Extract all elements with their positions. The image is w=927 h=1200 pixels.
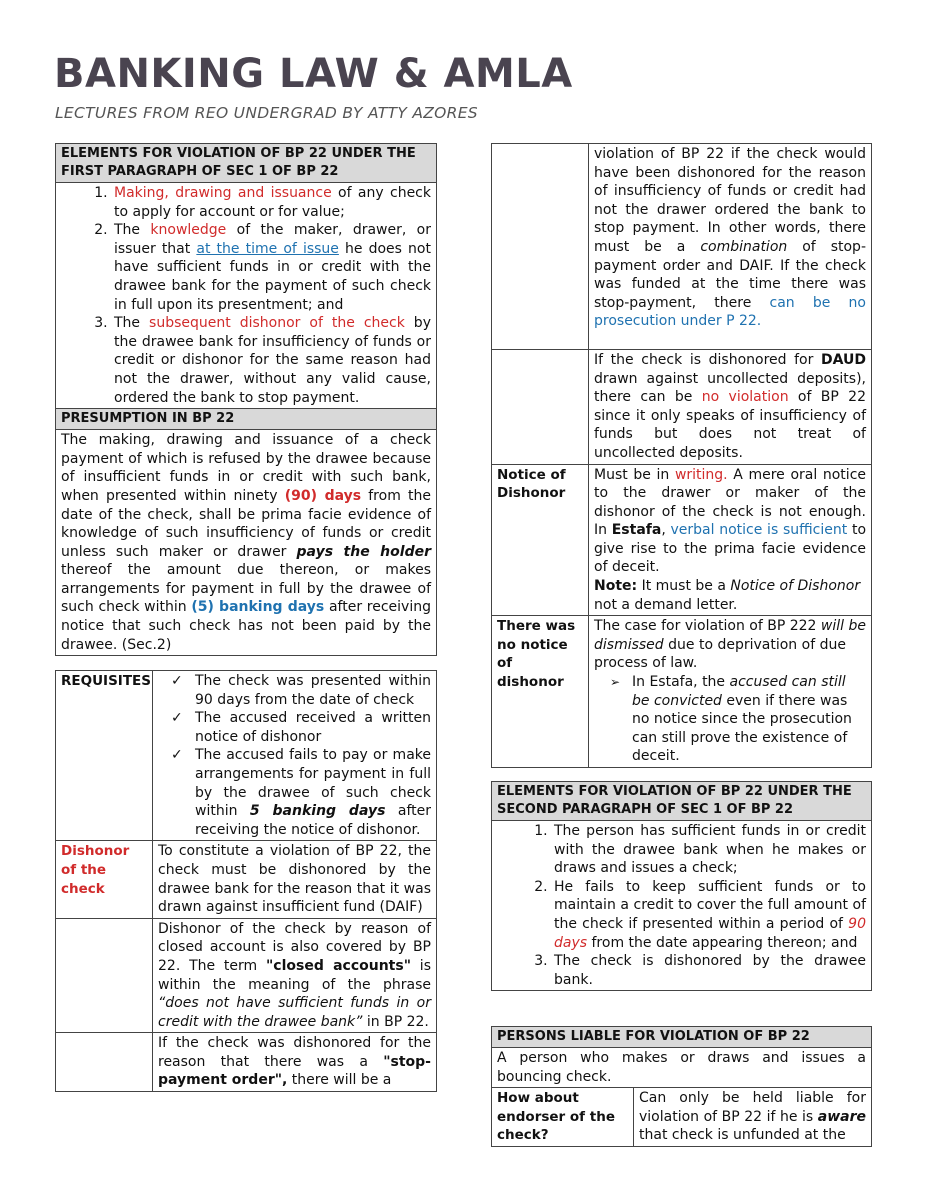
text-span: The <box>114 222 151 239</box>
text-span: he does not have sufficient funds in or credit with the drawee bank for the payment of such check in full upon its presentment; and <box>114 240 431 313</box>
dishonor-label: Dishonor of the check <box>56 841 153 918</box>
text-span: violation of BP 22 if the check would have been dishonored for the reason of insufficiency of funds or credit had not the drawer ordered the bank to stop payment. In other words, there must be a <box>594 146 866 255</box>
text-span: Can only be held liable for violation of BP 22 if he is <box>639 1090 866 1125</box>
text-span: of any check to apply for account or for value; <box>114 185 431 220</box>
endorser-text <box>634 1088 872 1147</box>
text-span: there will be a <box>287 1072 392 1089</box>
notice-paragraph <box>594 466 866 578</box>
text-span: by the drawee bank for insufficiency of funds or credit or dishonor for the same reason had not the drawer, without any valid cause, ordered the bank to stop payment. <box>114 315 431 406</box>
text-span: Dishonor of the check by reason of closed account is also covered by BP 22. The term <box>158 920 431 974</box>
no-notice-label: There was no notice of dishonor <box>492 616 589 768</box>
elements-second-table <box>491 781 872 991</box>
text-span: He fails to keep sufficient funds or to maintain a credit to cover the full amount of the check if presented within a period of <box>554 878 866 932</box>
text-span: will be dismissed <box>594 618 866 653</box>
list-item: ✓ The check was presented within 90 days from the date of check <box>195 672 431 709</box>
text-span: aware <box>817 1108 866 1125</box>
text-span: 90 days <box>554 915 866 951</box>
text-span: is within the meaning of the phrase <box>158 957 431 993</box>
dishonor-text: To constitute a violation of BP 22, the check must be dishonored by the drawee bank for the reason that it was drawn against insufficient fund (DAIF) <box>153 841 437 918</box>
presumption-heading: PRESUMPTION IN BP 22 <box>56 409 437 430</box>
text-span: subsequent dishonor of the check <box>149 315 405 332</box>
text-span: “does not have sufficient funds in or credit with the drawee bank” <box>158 995 431 1030</box>
endorser-label: How about endorser of the check? <box>492 1088 634 1147</box>
stop-payment-text <box>153 1033 437 1092</box>
text-span: pays the holder <box>296 543 431 560</box>
list-item: ✓ The accused received a written notice of dishonor <box>195 709 431 746</box>
text-span: in BP 22. <box>362 1013 429 1030</box>
empty-cell <box>56 918 153 1033</box>
notice-text <box>589 464 872 616</box>
note-paragraph <box>594 577 866 614</box>
persons-liable-heading: PERSONS LIABLE FOR VIOLATION OF BP 22 <box>492 1027 872 1048</box>
text-span: Estafa <box>611 522 662 539</box>
text-span: (5) banking days <box>191 599 325 616</box>
text-span: Must be in <box>594 466 675 483</box>
text-span: The case for violation of BP 222 <box>594 618 821 635</box>
text-span: can be no prosecution under P 22. <box>594 294 866 330</box>
list-item <box>552 878 866 952</box>
list-item <box>632 673 866 766</box>
presumption-text <box>56 430 437 656</box>
text-span: accused can still be convicted <box>632 674 846 709</box>
requisites-label: REQUISITES <box>56 671 153 841</box>
text-span: at the time of issue <box>196 240 339 257</box>
text-span: to give rise to the prima facie evidence of deceit. <box>594 522 867 576</box>
elements-first-list <box>56 184 431 407</box>
list-item: 3. The check is dishonored by the drawee bank. <box>552 952 866 989</box>
list-item <box>112 184 431 221</box>
page-subtitle: LECTURES FROM REO UNDERGRAD BY ATTY AZORES <box>55 104 478 122</box>
text-span: drawn against uncollected deposits), there can be <box>594 370 866 406</box>
elements-second-list-cell <box>492 821 872 991</box>
text-span: of stop-payment order and DAIF. If the check was funded at the time there was stop-payment, there <box>594 238 866 311</box>
text-span: DAUD <box>820 351 866 368</box>
elements-second-heading: ELEMENTS FOR VIOLATION OF BP 22 UNDER THE SECOND PARAGRAPH OF SEC 1 OF BP 22 <box>492 782 872 821</box>
empty-cell <box>56 1033 153 1092</box>
text-span: In Estafa, the <box>632 674 730 691</box>
list-item <box>112 221 431 314</box>
text-span: due to deprivation of due process of law. <box>594 636 846 672</box>
continuation-table <box>491 143 872 768</box>
text-span: The making, drawing and issuance of a check payment of which is refused by the drawee because of insufficient funds in or credit with such bank, when presented within ninety <box>61 432 431 504</box>
text-span: Note: <box>594 578 638 595</box>
text-span: from the date appearing thereon; and <box>587 934 858 951</box>
no-notice-paragraph <box>594 617 866 673</box>
text-span: even if there was no notice since the prosecution can still prove the existence of deceit. <box>632 692 852 765</box>
text-span: after receiving the notice of dishonor. <box>195 803 431 838</box>
text-span: knowledge <box>150 222 227 239</box>
text-span: It must be a <box>637 578 731 595</box>
text-span: "closed accounts" <box>265 957 411 974</box>
text-span: The accused fails to pay or make arrangements for payment in full by the drawee of such check within <box>195 747 431 820</box>
requisites-list <box>153 672 431 839</box>
list-item: 1. The person has sufficient funds in or credit with the drawee bank when he makes or draws and issues a check; <box>552 822 866 878</box>
list-item <box>195 746 431 839</box>
text-span: combination <box>700 238 788 255</box>
text-span: not a demand letter. <box>594 596 738 613</box>
text-span: , <box>661 522 671 539</box>
text-span: no violation <box>701 389 789 406</box>
daud-text <box>589 349 872 464</box>
list-item <box>112 314 431 407</box>
elements-second-list <box>492 822 866 989</box>
text-span: from the date of the check, shall be prima facie evidence of knowledge of such insufficiency of funds or credit unless such maker or drawer <box>61 487 431 560</box>
empty-cell <box>492 144 589 350</box>
text-span: that check is unfunded at the <box>639 1127 846 1144</box>
text-span: thereof the amount due thereon, or makes arrangements for payment in full by the drawee of such check within <box>61 562 431 616</box>
notice-label: Notice of Dishonor <box>492 464 589 616</box>
text-span: The <box>114 315 150 332</box>
text-span: writing. <box>674 466 728 483</box>
text-span: after receiving notice that such check has not been paid by the drawee. (Sec.2) <box>61 599 431 653</box>
text-span: "stop-payment order", <box>158 1053 431 1089</box>
elements-first-table <box>55 143 437 656</box>
text-span: verbal notice is sufficient <box>670 522 848 539</box>
text-span: of the maker, drawer, or issuer that <box>114 222 431 257</box>
text-span: of BP 22 since it only speaks of insufficiency of funds but does not treat of uncollected deposits. <box>594 389 866 461</box>
text-span: 5 banking days <box>249 803 386 820</box>
text-span: Making, drawing and issuance <box>114 185 332 201</box>
text-span: Notice of Dishonor <box>730 578 861 595</box>
closed-account-text <box>153 918 437 1033</box>
elements-first-heading: ELEMENTS FOR VIOLATION OF BP 22 UNDER THE FIRST PARAGRAPH OF SEC 1 OF BP 22 <box>56 144 437 183</box>
text-span: If the check was dishonored for the reason that there was a <box>158 1035 431 1070</box>
text-span: (90) days <box>284 487 362 504</box>
requisites-list-cell <box>153 671 437 841</box>
persons-liable-table <box>491 1026 872 1147</box>
elements-first-list-cell <box>56 183 437 409</box>
no-notice-text <box>589 616 872 768</box>
requisites-table <box>55 670 437 1092</box>
text-span: If the check is dishonored for <box>594 351 821 368</box>
page-title: BANKING LAW & AMLA <box>54 51 573 97</box>
text-span: A mere oral notice to the drawer or maker of the dishonor of the check is not enough. In <box>594 466 867 539</box>
stop-payment-continued-text <box>589 144 872 350</box>
estafa-list <box>594 673 866 766</box>
persons-liable-text: A person who makes or draws and issues a bouncing check. <box>492 1048 872 1088</box>
empty-cell <box>492 349 589 464</box>
